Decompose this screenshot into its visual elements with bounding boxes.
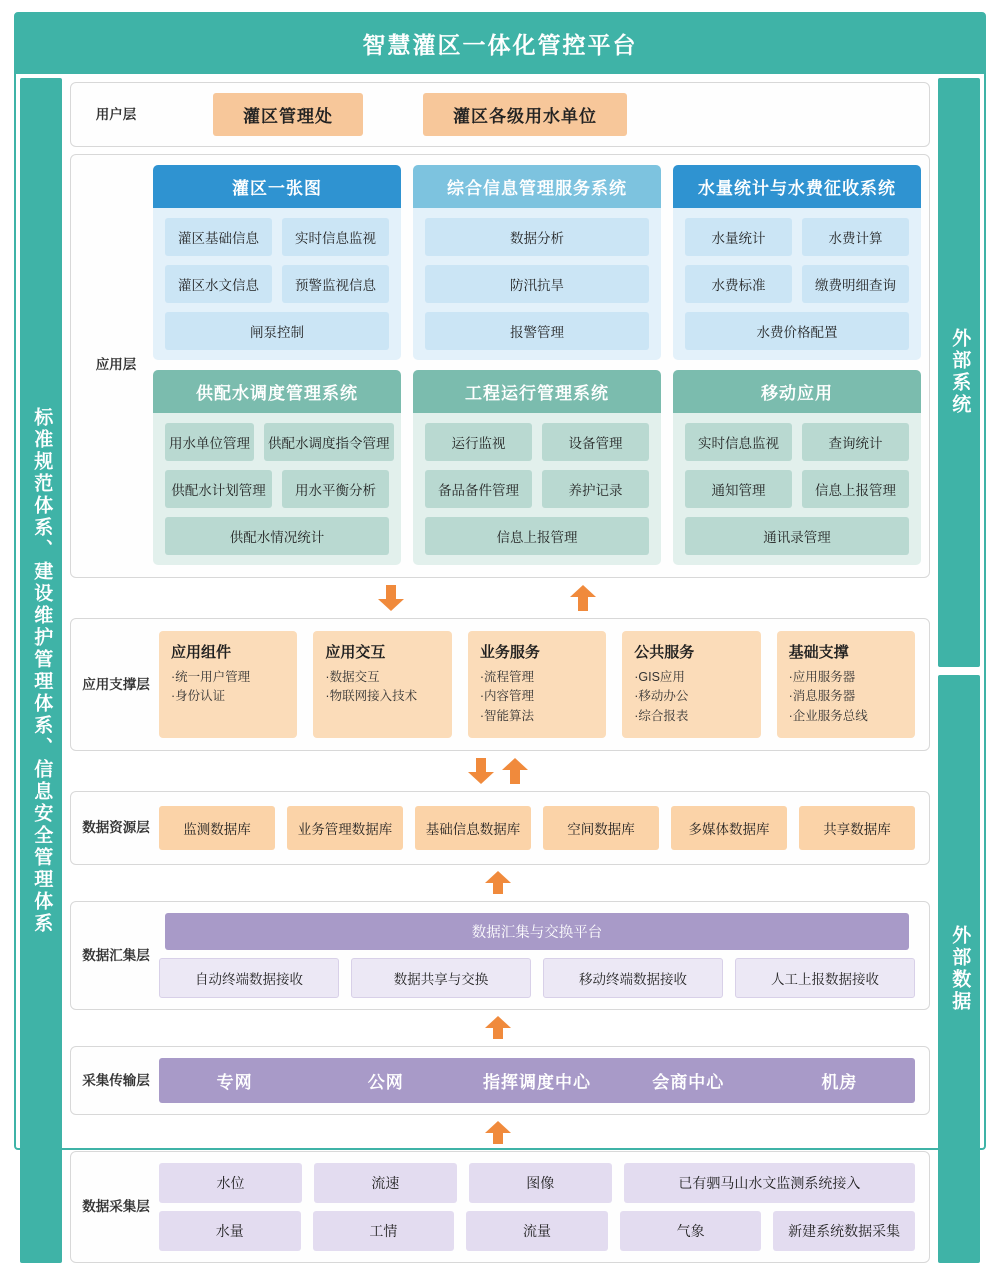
- card-water-dispatch[interactable]: [153, 370, 401, 565]
- transmission-item[interactable]: 公网: [367, 1073, 404, 1093]
- transmission-item[interactable]: 机房: [821, 1073, 858, 1093]
- tile[interactable]: 预警监视信息: [282, 265, 389, 303]
- card-water-fee-system[interactable]: [673, 165, 921, 360]
- support-card-infrastructure[interactable]: [777, 631, 915, 738]
- application-layer: [70, 154, 930, 578]
- support-card-interaction[interactable]: [313, 631, 451, 738]
- collect-chip[interactable]: 气象: [620, 1211, 762, 1251]
- application-row-2: [153, 370, 921, 565]
- data-resource-layer: [70, 791, 930, 865]
- tile-row: [165, 312, 389, 350]
- transmission-item[interactable]: 专网: [216, 1073, 253, 1093]
- collect-chip-existing-system[interactable]: 已有驷马山水文监测系统接入: [624, 1163, 915, 1203]
- transmission-item[interactable]: 指挥调度中心: [483, 1073, 591, 1093]
- tile[interactable]: 用水平衡分析: [282, 470, 389, 508]
- tile-row: [165, 218, 389, 256]
- transmission-layer-label: 采集传输层: [82, 1072, 150, 1088]
- left-standards-bar: 标准规范体系、建设维护管理体系、信息安全管理体系: [20, 78, 62, 1263]
- card-integrated-info-service[interactable]: [413, 165, 661, 360]
- convergence-chip[interactable]: 人工上报数据接收: [735, 958, 915, 998]
- diagram-body: [16, 74, 984, 1269]
- tile-row: [685, 423, 909, 461]
- arrow-down-icon: [378, 585, 404, 611]
- tile[interactable]: 水量统计: [685, 218, 792, 256]
- tile[interactable]: 设备管理: [542, 423, 649, 461]
- collect-chip[interactable]: 工情: [313, 1211, 455, 1251]
- card-title: 移动应用: [673, 370, 921, 413]
- db-chip[interactable]: 基础信息数据库: [415, 806, 531, 850]
- tile[interactable]: 供配水计划管理: [165, 470, 272, 508]
- tile-row: [165, 470, 389, 508]
- db-chip[interactable]: 空间数据库: [543, 806, 659, 850]
- arrow-up-icon: [502, 758, 528, 784]
- tile-row: [165, 517, 389, 555]
- support-card-business-service[interactable]: [468, 631, 606, 738]
- tile[interactable]: 养护记录: [542, 470, 649, 508]
- arrow-row-app-support: [70, 585, 930, 611]
- tile[interactable]: 实时信息监视: [685, 423, 792, 461]
- support-card-item: ·物联网接入技术: [325, 689, 418, 704]
- card-title: 综合信息管理服务系统: [413, 165, 661, 208]
- collection-row-1: [159, 1163, 915, 1203]
- card-irrigation-map[interactable]: [153, 165, 401, 360]
- card-tiles: [673, 413, 921, 555]
- support-card-item: ·流程管理: [479, 670, 534, 684]
- center-column: [62, 78, 938, 1263]
- tile[interactable]: 报警管理: [425, 312, 649, 350]
- collection-layer-label: 数据采集层: [82, 1199, 150, 1215]
- collect-chip[interactable]: 水位: [159, 1163, 302, 1203]
- collection-row-2: [159, 1211, 915, 1251]
- db-chip[interactable]: 多媒体数据库: [671, 806, 787, 850]
- support-card-item: ·消息服务器: [788, 689, 856, 704]
- tile[interactable]: 信息上报管理: [802, 470, 909, 508]
- tile[interactable]: 通知管理: [685, 470, 792, 508]
- transmission-layer-content: [153, 1058, 921, 1103]
- db-chip[interactable]: 监测数据库: [159, 806, 275, 850]
- convergence-chip[interactable]: 数据共享与交换: [351, 958, 531, 998]
- collect-chip[interactable]: 流量: [466, 1211, 608, 1251]
- tile[interactable]: 闸泵控制: [165, 312, 389, 350]
- transmission-bar: [159, 1058, 915, 1103]
- db-chip[interactable]: 业务管理数据库: [287, 806, 403, 850]
- card-tiles: [673, 208, 921, 350]
- user-layer: [70, 82, 930, 147]
- tile[interactable]: 水费标准: [685, 265, 792, 303]
- convergence-layer-label: 数据汇集层: [82, 947, 150, 963]
- support-card-item: ·GIS应用: [634, 670, 685, 684]
- convergence-chip[interactable]: 自动终端数据接收: [159, 958, 339, 998]
- exchange-platform-banner: 数据汇集与交换平台: [165, 913, 909, 950]
- data-resource-layer-content: [153, 806, 921, 850]
- support-card-title: 公共服务: [634, 644, 695, 661]
- support-card-item: ·身份认证: [171, 689, 226, 704]
- tile-row: [425, 218, 649, 256]
- user-box-management[interactable]: 灌区管理处: [213, 93, 363, 136]
- tile-row: [165, 265, 389, 303]
- tile[interactable]: 通讯录管理: [685, 517, 909, 555]
- support-card-item: ·统一用户管理: [171, 670, 251, 684]
- support-card-components[interactable]: [159, 631, 297, 738]
- tile[interactable]: 供配水调度指令管理: [264, 423, 394, 461]
- tile-row: [425, 265, 649, 303]
- tile[interactable]: 水费价格配置: [685, 312, 909, 350]
- tile-row: [425, 517, 649, 555]
- tile[interactable]: 信息上报管理: [425, 517, 649, 555]
- application-row-1: [153, 165, 921, 360]
- support-card-item: ·内容管理: [479, 689, 534, 704]
- tile[interactable]: 实时信息监视: [282, 218, 389, 256]
- collect-chip-new-system[interactable]: 新建系统数据采集: [773, 1211, 915, 1251]
- support-card-item: ·企业服务总线: [788, 708, 868, 723]
- convergence-layer-content: [153, 913, 921, 998]
- tile[interactable]: 查询统计: [802, 423, 909, 461]
- application-layer-content: [153, 165, 921, 565]
- support-layer-content: [153, 631, 921, 738]
- tile[interactable]: 备品备件管理: [425, 470, 532, 508]
- arrow-up-icon: [485, 1017, 511, 1039]
- support-card-item: ·移动办公: [634, 689, 689, 704]
- tile[interactable]: 缴费明细查询: [802, 265, 909, 303]
- collect-chip[interactable]: 水量: [159, 1211, 301, 1251]
- support-card-title: 应用组件: [171, 644, 232, 661]
- user-box-units[interactable]: 灌区各级用水单位: [423, 93, 627, 136]
- transmission-layer: [70, 1046, 930, 1115]
- tile-row: [685, 218, 909, 256]
- tile-row: [425, 470, 649, 508]
- card-title: 供配水调度管理系统: [153, 370, 401, 413]
- arrow-row-conv-data: [70, 872, 930, 894]
- support-card-title: 业务服务: [479, 644, 540, 661]
- right-external-data-bar: 外部数据: [938, 675, 980, 1264]
- tile-row: [685, 470, 909, 508]
- card-tiles: [153, 413, 401, 555]
- card-mobile-app[interactable]: [673, 370, 921, 565]
- support-layer-label: 应用支撑层: [82, 676, 150, 692]
- card-engineering-operation[interactable]: [413, 370, 661, 565]
- tile[interactable]: 灌区水文信息: [165, 265, 272, 303]
- card-tiles: [153, 208, 401, 350]
- convergence-row: [159, 958, 915, 998]
- right-side-column: [938, 78, 980, 1263]
- tile[interactable]: 供配水情况统计: [165, 517, 389, 555]
- support-card-item: ·数据交互: [325, 670, 380, 684]
- arrow-down-icon: [468, 758, 494, 784]
- tile[interactable]: 灌区基础信息: [165, 218, 272, 256]
- data-convergence-layer: [70, 901, 930, 1010]
- card-title: 灌区一张图: [153, 165, 401, 208]
- user-layer-label: 用户层: [95, 106, 137, 122]
- tile-row: [685, 517, 909, 555]
- support-card-public-service[interactable]: [622, 631, 760, 738]
- tile-row: [165, 423, 389, 461]
- tile[interactable]: 用水单位管理: [165, 423, 254, 461]
- tile[interactable]: 数据分析: [425, 218, 649, 256]
- tile-row: [425, 423, 649, 461]
- convergence-chip[interactable]: 移动终端数据接收: [543, 958, 723, 998]
- tile[interactable]: 防汛抗旱: [425, 265, 649, 303]
- tile-row: [425, 312, 649, 350]
- collection-layer-content: [153, 1163, 921, 1251]
- arrow-up-icon: [485, 1122, 511, 1144]
- arrow-row-trans-conv: [70, 1017, 930, 1039]
- arrow-row-support-data: [70, 758, 930, 784]
- support-card-item: ·智能算法: [479, 708, 534, 723]
- support-card-item: ·综合报表: [634, 708, 689, 723]
- application-layer-label: 应用层: [95, 357, 137, 373]
- card-tiles: [413, 413, 661, 555]
- tile-row: [685, 265, 909, 303]
- tile[interactable]: 水费计算: [802, 218, 909, 256]
- arrow-up-icon: [485, 872, 511, 894]
- db-chip[interactable]: 共享数据库: [799, 806, 915, 850]
- application-support-layer: [70, 618, 930, 751]
- arrow-up-icon: [570, 585, 596, 611]
- support-card-title: 基础支撑: [788, 644, 849, 661]
- card-title: 水量统计与水费征收系统: [673, 165, 921, 208]
- card-tiles: [413, 208, 661, 350]
- collect-chip[interactable]: 流速: [314, 1163, 457, 1203]
- card-title: 工程运行管理系统: [413, 370, 661, 413]
- data-collection-layer: [70, 1151, 930, 1263]
- support-card-title: 应用交互: [325, 644, 386, 661]
- arrow-row-collect-trans: [70, 1122, 930, 1144]
- collect-chip[interactable]: 图像: [469, 1163, 612, 1203]
- outer-frame: [14, 12, 986, 1240]
- transmission-item[interactable]: 会商中心: [652, 1073, 725, 1093]
- data-resource-layer-label: 数据资源层: [82, 820, 150, 836]
- page-title: 智慧灌区一体化管控平台: [16, 14, 984, 74]
- support-card-item: ·应用服务器: [788, 670, 856, 684]
- tile-row: [685, 312, 909, 350]
- tile[interactable]: 运行监视: [425, 423, 532, 461]
- right-external-system-bar: 外部系统: [938, 78, 980, 667]
- user-layer-content: [153, 93, 921, 136]
